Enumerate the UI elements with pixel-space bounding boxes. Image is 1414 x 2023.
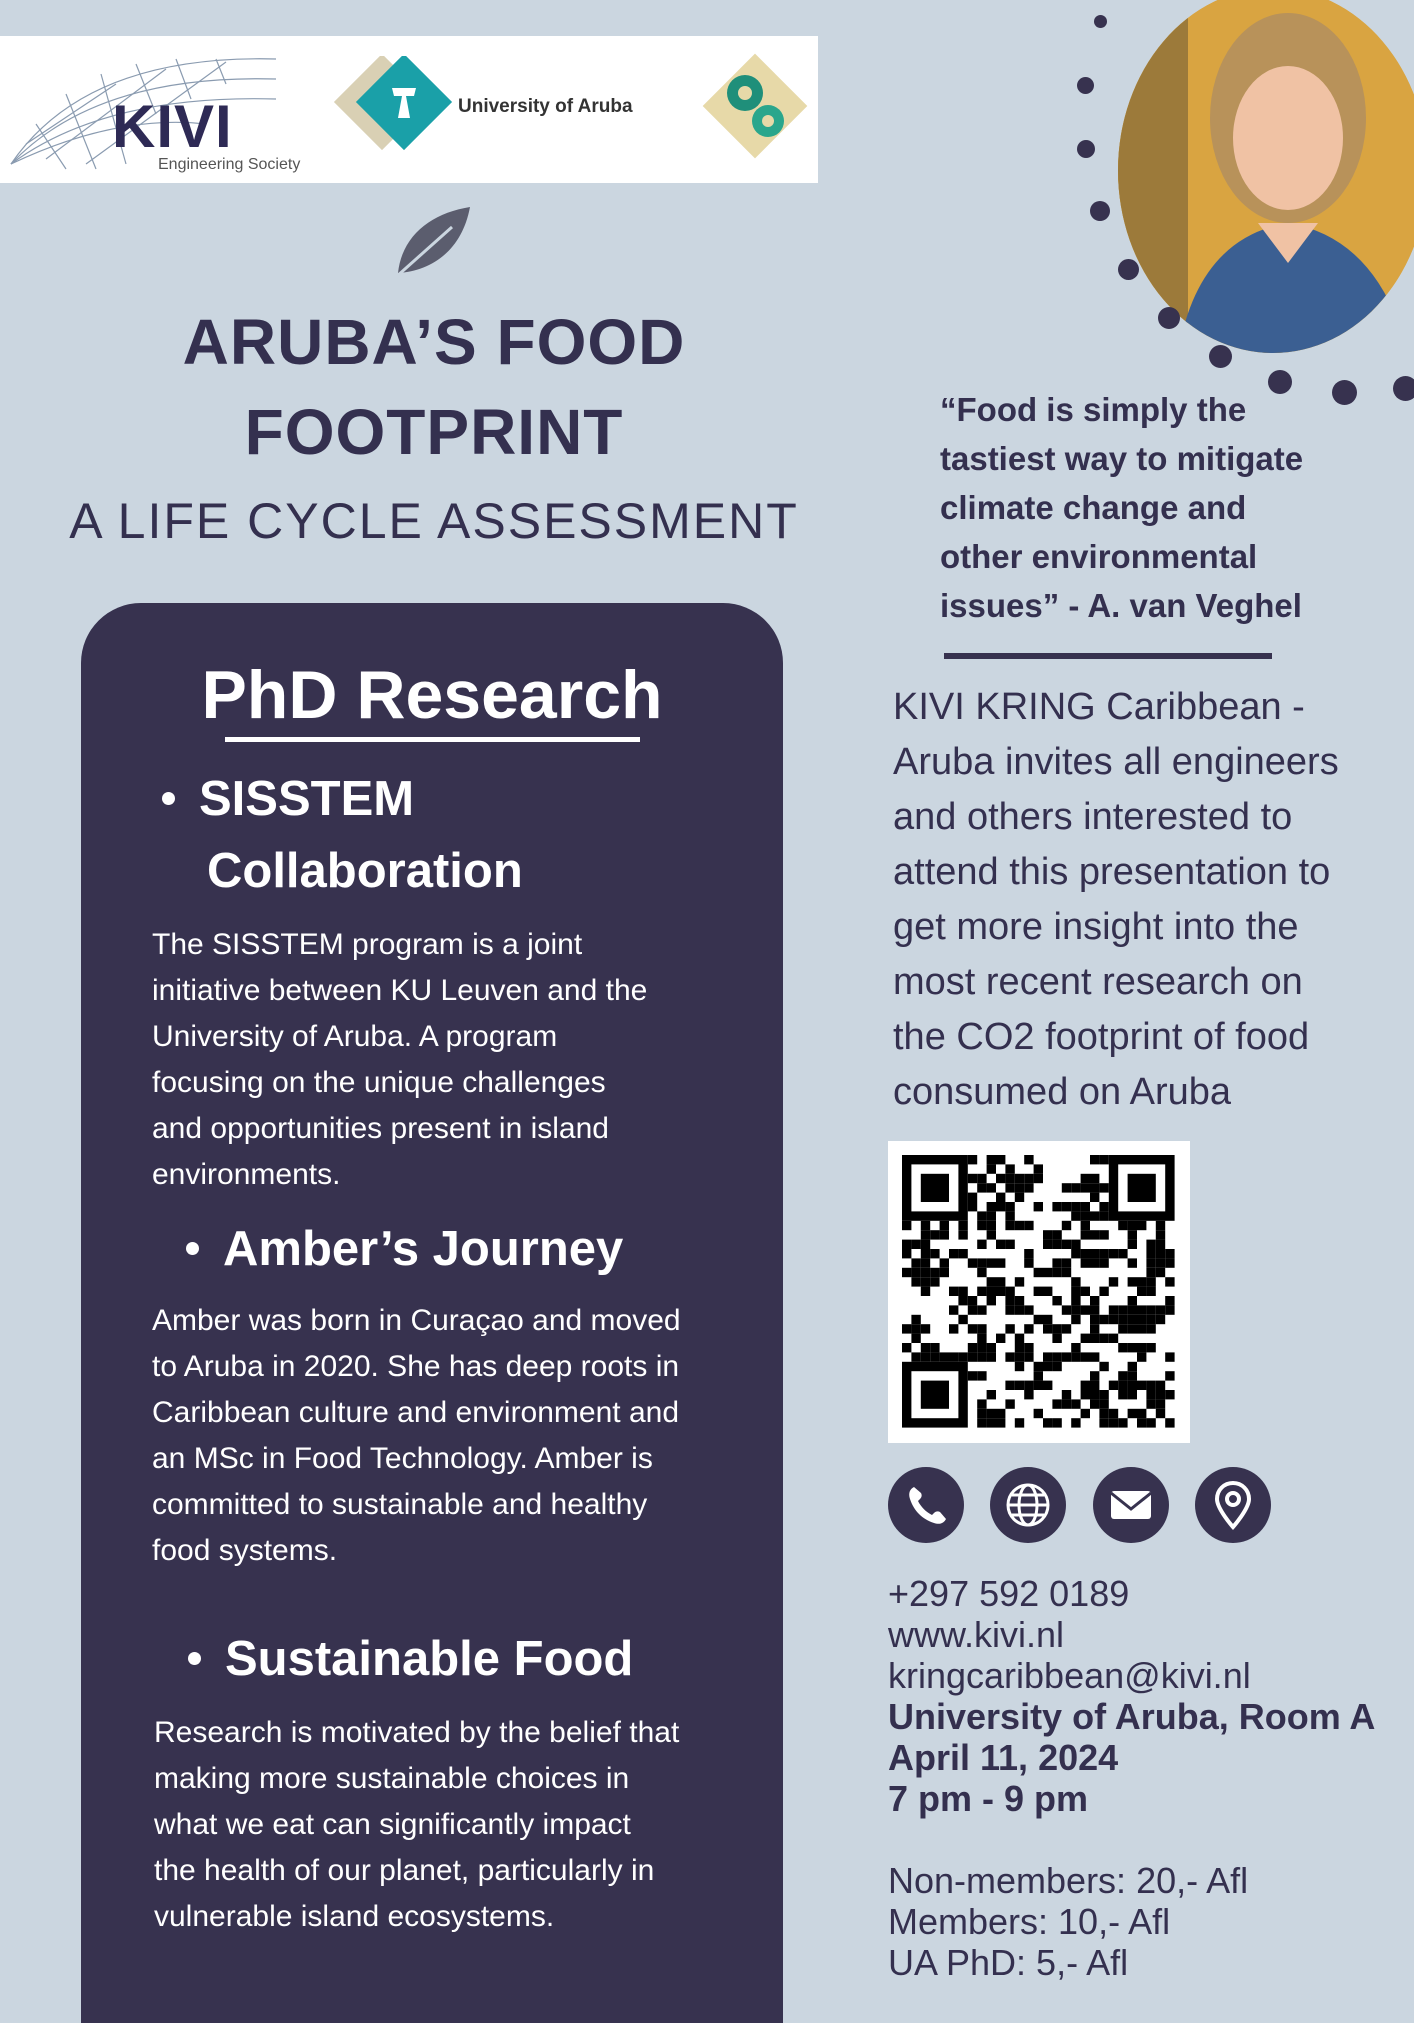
- quote-line: other environmental: [940, 538, 1258, 575]
- phone-icon[interactable]: [888, 1467, 964, 1543]
- paragraph-line: an MSc in Food Technology. Amber is: [152, 1442, 653, 1475]
- fee-non-members: Non-members: 20,- Afl: [888, 1860, 1249, 1901]
- decorative-dot: [1090, 201, 1110, 221]
- speaker-portrait-illustration: [1118, 0, 1414, 353]
- quote-line: issues” - A. van Veghel: [940, 587, 1302, 624]
- university-of-aruba-logo: [318, 56, 458, 161]
- invitation-text: [893, 680, 1393, 1120]
- paragraph-line: vulnerable island ecosystems.: [154, 1900, 555, 1933]
- paragraph-line: Research is motivated by the belief that: [154, 1716, 680, 1749]
- section-heading-sisstem: [162, 763, 762, 907]
- page-subtitle: A LIFE CYCLE ASSESSMENT: [69, 493, 799, 549]
- phd-research-heading: PhD Research: [201, 657, 663, 733]
- bullet-dot: [188, 1652, 201, 1665]
- decorative-dot: [1393, 376, 1414, 401]
- event-location: University of Aruba, Room A: [888, 1696, 1376, 1737]
- section-heading-text: Sustainable Food: [225, 1632, 634, 1686]
- quote-divider: [944, 653, 1272, 659]
- paragraph-line: food systems.: [152, 1534, 338, 1567]
- logo-banner: [0, 36, 818, 183]
- university-of-aruba-name: University of Aruba: [458, 96, 633, 117]
- section-heading-line: Collaboration: [207, 844, 523, 898]
- section-heading-sustainable-food: [188, 1623, 788, 1695]
- paragraph-line: Caribbean culture and environment and: [152, 1396, 680, 1429]
- invite-line: Aruba invites all engineers: [893, 741, 1339, 783]
- quote-line: tastiest way to mitigate: [940, 440, 1304, 477]
- leaf-icon: [392, 205, 472, 280]
- decorative-dot: [1158, 307, 1180, 329]
- page-title-line1: ARUBA’S FOOD: [182, 306, 686, 378]
- paragraph-line: initiative between KU Leuven and the: [152, 974, 648, 1007]
- invite-line: KIVI KRING Caribbean -: [893, 686, 1305, 728]
- bullet-dot: [162, 792, 175, 805]
- paragraph-line: The SISSTEM program is a joint: [152, 928, 583, 961]
- kivi-wordmark: KIVI: [112, 93, 233, 160]
- paragraph-line: what we eat can significantly impact: [154, 1808, 631, 1841]
- contact-website[interactable]: www.kivi.nl: [888, 1614, 1065, 1655]
- decorative-dot: [1094, 15, 1107, 28]
- event-time: 7 pm - 9 pm: [888, 1778, 1089, 1819]
- contact-details: [888, 1573, 1408, 1819]
- paragraph-line: committed to sustainable and healthy: [152, 1488, 648, 1521]
- event-date: April 11, 2024: [888, 1737, 1119, 1778]
- fee-ua-phd: UA PhD: 5,- Afl: [888, 1942, 1129, 1983]
- qr-code-pattern: [888, 1141, 1190, 1443]
- section-heading-line: SISSTEM: [199, 772, 415, 826]
- decorative-dot: [1118, 259, 1139, 280]
- paragraph-line: and opportunities present in island: [152, 1112, 609, 1145]
- decorative-dot: [1209, 345, 1232, 368]
- decorative-dot: [1077, 140, 1095, 158]
- section-heading-text: Amber’s Journey: [223, 1222, 624, 1276]
- invite-line: get more insight into the: [893, 906, 1299, 948]
- heading-underline: [225, 737, 640, 742]
- mail-icon[interactable]: [1093, 1467, 1169, 1543]
- paragraph-line: environments.: [152, 1158, 341, 1191]
- speaker-quote: [940, 385, 1360, 630]
- kivi-tagline: Engineering Society: [158, 156, 301, 173]
- section-paragraph-sustainable-food: [154, 1710, 754, 1940]
- gears-leaf-logo: [700, 51, 810, 161]
- page-title-line2: FOOTPRINT: [244, 396, 624, 468]
- ticket-fees: [888, 1860, 1408, 1983]
- paragraph-line: University of Aruba. A program: [152, 1020, 558, 1053]
- bullet-dot: [186, 1242, 199, 1255]
- invite-line: and others interested to: [893, 796, 1293, 838]
- invite-line: attend this presentation to: [893, 851, 1331, 893]
- quote-line: “Food is simply the: [940, 391, 1247, 428]
- speaker-photo: [1118, 0, 1414, 353]
- quote-line: climate change and: [940, 489, 1247, 526]
- fee-members: Members: 10,- Afl: [888, 1901, 1171, 1942]
- invite-line: the CO2 footprint of food: [893, 1016, 1310, 1058]
- paragraph-line: to Aruba in 2020. She has deep roots in: [152, 1350, 680, 1383]
- contact-phone[interactable]: +297 592 0189: [888, 1573, 1130, 1614]
- decorative-dot: [1077, 77, 1094, 94]
- invite-line: most recent research on: [893, 961, 1303, 1003]
- paragraph-line: Amber was born in Curaçao and moved: [152, 1304, 681, 1337]
- contact-email[interactable]: kringcaribbean@kivi.nl: [888, 1655, 1251, 1696]
- section-paragraph-ambers-journey: [152, 1298, 752, 1574]
- globe-icon[interactable]: [990, 1467, 1066, 1543]
- section-paragraph-sisstem: [152, 922, 752, 1198]
- paragraph-line: making more sustainable choices in: [154, 1762, 630, 1795]
- paragraph-line: the health of our planet, particularly in: [154, 1854, 655, 1887]
- section-heading-ambers-journey: [186, 1213, 786, 1285]
- paragraph-line: focusing on the unique challenges: [152, 1066, 606, 1099]
- location-pin-icon[interactable]: [1195, 1467, 1271, 1543]
- qr-code[interactable]: [888, 1141, 1190, 1443]
- invite-line: consumed on Aruba: [893, 1071, 1232, 1113]
